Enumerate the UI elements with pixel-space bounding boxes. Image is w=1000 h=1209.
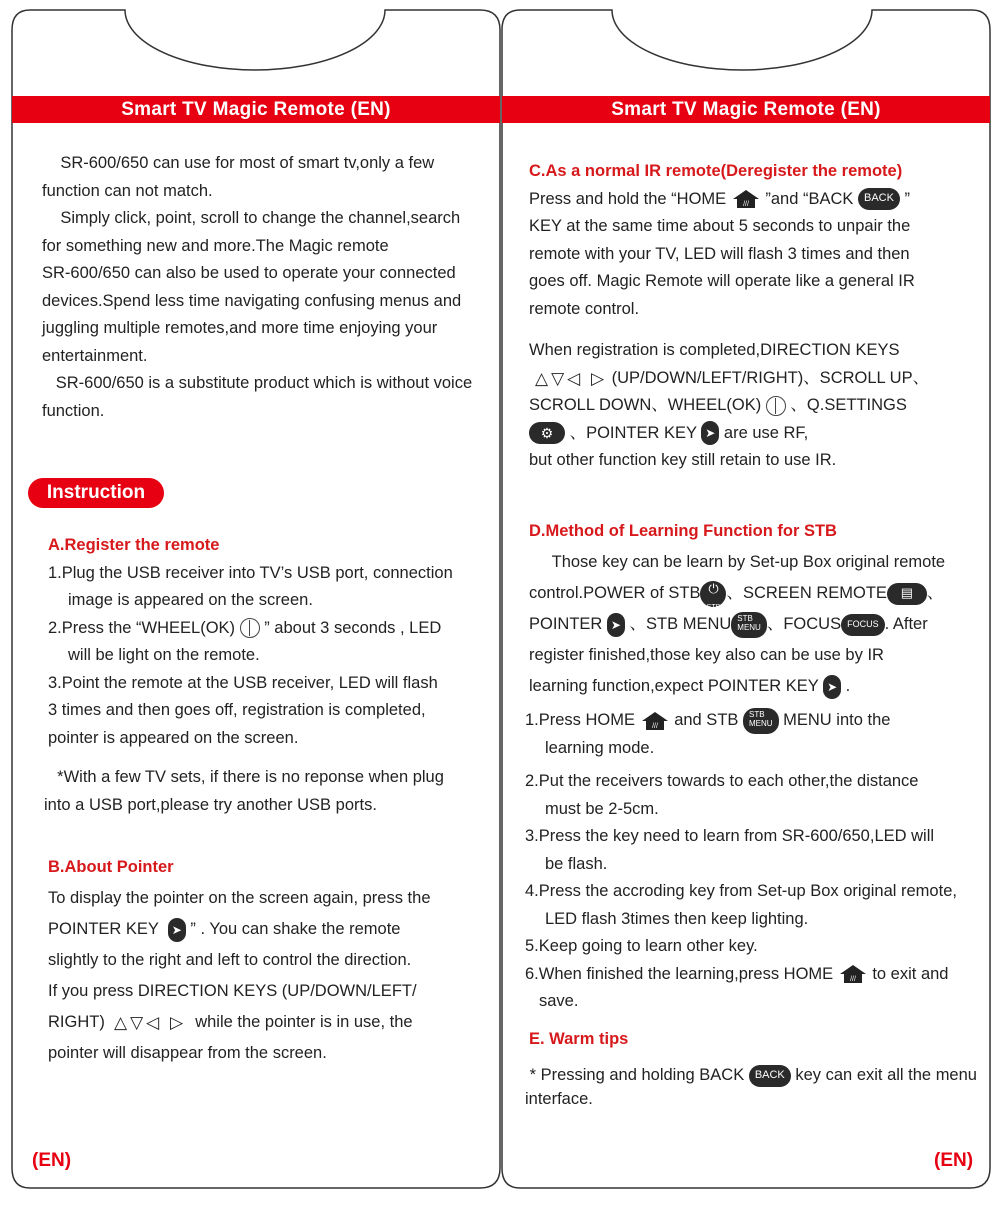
d-step: must be 2-5cm. <box>545 799 659 818</box>
d-step: 2.Put the receivers towards to each other,the distance <box>525 772 919 790</box>
c-line: remote control. <box>529 299 640 318</box>
back-key-icon: BACK <box>858 188 900 210</box>
intro-line: SR-600/650 can use for most of smart tv,only a few <box>42 154 435 172</box>
b-line: If you press DIRECTION KEYS (UP/DOWN/LEFT/ <box>48 982 417 1000</box>
b-line <box>48 914 493 945</box>
d-line-text: POINTER <box>529 615 607 633</box>
section-c-title: C.As a normal IR remote(Deregister the remote) <box>529 162 903 180</box>
c-line <box>529 420 989 448</box>
svg-text:///: /// <box>651 722 658 730</box>
section-d-steps <box>525 707 995 1016</box>
c-line <box>529 365 989 393</box>
d-line <box>529 671 994 702</box>
section-e <box>529 1026 994 1054</box>
left-banner: Smart TV Magic Remote (EN) <box>12 96 500 123</box>
section-d <box>529 516 994 702</box>
b-line: To display the pointer on the screen again, press the <box>48 889 431 907</box>
focus-key-icon: FOCUS <box>841 614 885 636</box>
section-c <box>529 158 989 475</box>
d-line-text-mid: 、SCREEN REMOTE <box>726 584 887 602</box>
b-line-text-end: while the pointer is in use, the <box>186 1013 413 1031</box>
section-b-title: B.About Pointer <box>48 858 174 876</box>
pointer-key-icon: ➤ <box>607 613 625 637</box>
a-step1: 1.Plug the USB receiver into TV’s USB port, connection <box>48 563 453 582</box>
d-line-text: learning function,expect POINTER KEY <box>529 677 824 695</box>
a-step1b: image is appeared on the screen. <box>68 591 313 609</box>
c-line-text: (UP/DOWN/LEFT/RIGHT)、SCROLL UP、 <box>607 368 930 387</box>
d-step: 4.Press the accroding key from Set-up Box original remote, <box>525 882 957 900</box>
intro-line: SR-600/650 can also be used to operate your connected <box>42 264 456 282</box>
a-step3c: pointer is appeared on the screen. <box>48 728 299 747</box>
d-step-text: 6.When finished the learning,press HOME <box>525 964 838 983</box>
right-banner: Smart TV Magic Remote (EN) <box>502 96 990 123</box>
power-stb-label: STB <box>706 603 721 611</box>
left-footer: (EN) <box>32 1150 72 1171</box>
c-line: remote with your TV, LED will flash 3 times and then <box>529 244 910 263</box>
d-line: register finished,those key also can be use by IR <box>529 646 884 664</box>
a-step2b: will be light on the remote. <box>68 646 260 664</box>
power-icon: ⏻ STB <box>700 581 726 607</box>
intro-line: function can not match. <box>42 181 213 200</box>
intro-line: Simply click, point, scroll to change the channel,search <box>42 209 461 227</box>
instruction-label: Instruction <box>28 478 164 508</box>
intro-line: entertainment. <box>42 346 148 365</box>
b-line: slightly to the right and left to control the direction. <box>48 951 412 969</box>
a-step2 <box>48 615 493 643</box>
settings-gear-icon: ⚙ <box>529 422 565 444</box>
d-step-text: 1.Press HOME <box>525 711 640 729</box>
a-step2-text-end: ” about 3 seconds , LED <box>259 618 442 637</box>
c-line-text: 、POINTER KEY <box>565 423 702 442</box>
stb-menu-icon: STB MENU <box>731 612 767 638</box>
d-line-text-mid2: 、FOCUS <box>766 615 842 633</box>
d-step: 3.Press the key need to learn from SR-600/650,LED will <box>525 827 935 845</box>
b-line: pointer will disappear from the screen. <box>48 1044 327 1063</box>
intro-line: devices.Spend less time navigating confusing menus and <box>42 291 462 310</box>
d-step-text-mid: and STB <box>669 711 743 729</box>
c-line-text: SCROLL DOWN、WHEEL(OK) <box>529 396 766 415</box>
c-line: KEY at the same time about 5 seconds to unpair the <box>529 217 911 235</box>
d-line <box>529 609 994 640</box>
d-line-text-end: . <box>841 677 851 695</box>
intro-line: juggling multiple remotes,and more time enjoying your <box>42 319 438 337</box>
pointer-key-icon: ➤ <box>701 421 719 445</box>
wheel-ok-icon <box>240 618 260 638</box>
d-step: be flash. <box>545 854 608 873</box>
d-line: Those key can be learn by Set-up Box original remote <box>529 553 946 571</box>
intro-line: function. <box>42 401 105 420</box>
a-step2-text: 2.Press the “WHEEL(OK) <box>48 618 240 637</box>
d-step: 5.Keep going to learn other key. <box>525 937 758 955</box>
c-line-text-end: are use RF, <box>719 423 809 442</box>
intro-text <box>42 150 492 425</box>
c-line <box>529 186 989 214</box>
d-line-text-end: . After <box>884 615 928 633</box>
b-line <box>48 1007 493 1038</box>
section-b <box>48 852 493 1069</box>
d-step <box>525 961 995 989</box>
c-line: When registration is completed,DIRECTION KEYS <box>529 341 900 359</box>
c-line <box>529 392 989 420</box>
c-line-text: Press and hold the “HOME <box>529 189 731 208</box>
a-note2: into a USB port,please try another USB ports. <box>44 795 377 814</box>
c-line: but other function key still retain to use IR. <box>529 451 837 470</box>
b-line-text: RIGHT) <box>48 1013 114 1031</box>
d-step-text-end: to exit and <box>867 964 949 983</box>
d-step: save. <box>539 992 579 1010</box>
section-a <box>44 532 493 819</box>
e-line-text: * Pressing and holding BACK <box>525 1066 749 1084</box>
intro-line: SR-600/650 is a substitute product which is without voice <box>42 374 473 392</box>
direction-keys-icon: △▽◁ ▷ <box>114 1013 187 1033</box>
right-panel <box>500 0 1000 1209</box>
section-d-title: D.Method of Learning Function for STB <box>529 522 837 540</box>
c-line-text-end: ” <box>899 189 911 208</box>
b-line-text: POINTER KEY <box>48 920 168 938</box>
svg-text:///: /// <box>849 976 856 984</box>
section-e-title: E. Warm tips <box>529 1030 629 1048</box>
section-a-title: A.Register the remote <box>48 536 220 554</box>
svg-text:///: /// <box>742 201 749 209</box>
screen-remote-icon: ▤ <box>887 583 927 605</box>
e-line-text-end: key can exit all the menu <box>790 1066 977 1084</box>
c-line-text-end: 、Q.SETTINGS <box>785 396 907 415</box>
a-step3b: 3 times and then goes off, registration is completed, <box>48 701 426 719</box>
c-line-text-mid: ”and “BACK <box>760 189 858 208</box>
d-line-text: control.POWER of STB <box>529 584 701 602</box>
home-icon <box>640 711 670 731</box>
wheel-ok-icon <box>766 396 786 416</box>
d-line-text-end: 、 <box>926 584 944 602</box>
home-icon <box>731 189 761 209</box>
a-note: *With a few TV sets, if there is no reponse when plug <box>48 768 444 786</box>
back-key-icon: BACK <box>749 1065 791 1087</box>
c-line: goes off. Magic Remote will operate like a general IR <box>529 272 915 290</box>
d-step: learning mode. <box>545 738 655 757</box>
d-step <box>525 707 995 735</box>
home-icon <box>838 964 868 984</box>
d-line-text-mid: 、STB MENU <box>624 615 732 633</box>
stb-menu-icon: STB MENU <box>743 708 779 734</box>
b-line-text-end: ” . You can shake the remote <box>185 920 401 938</box>
e-line <box>525 1063 995 1087</box>
pointer-key-icon: ➤ <box>823 675 841 699</box>
d-step-text-end: MENU into the <box>778 711 891 729</box>
direction-keys-icon: △▽◁ ▷ <box>535 368 608 388</box>
d-line <box>529 578 994 609</box>
d-step: LED flash 3times then keep lighting. <box>545 909 809 928</box>
intro-line: for something new and more.The Magic remote <box>42 236 389 255</box>
a-step3: 3.Point the remote at the USB receiver, LED will flash <box>48 673 438 692</box>
right-footer: (EN) <box>934 1150 974 1171</box>
e-line: interface. <box>525 1090 593 1108</box>
pointer-key-icon: ➤ <box>168 918 186 942</box>
section-e-body <box>525 1063 995 1111</box>
